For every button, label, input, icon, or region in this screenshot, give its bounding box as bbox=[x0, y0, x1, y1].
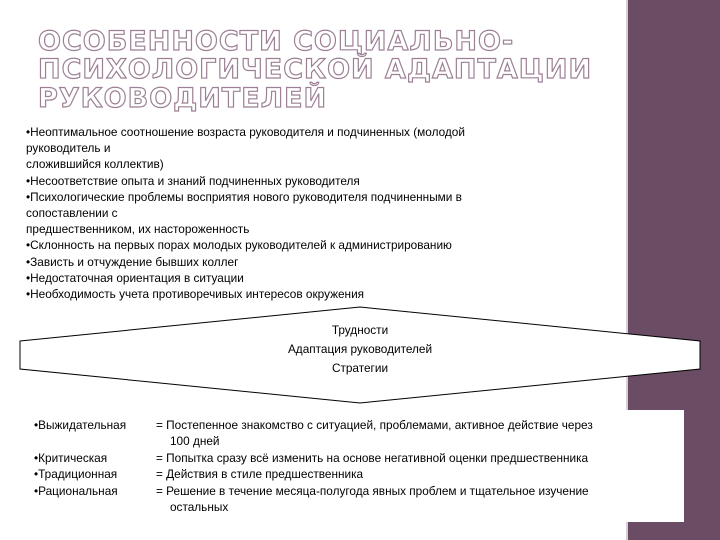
strategy-description: = Постепенное знакомство с ситуацией, проблемами, активное действие через bbox=[156, 418, 593, 432]
problem-line: •Недостаточная ориентация в ситуации bbox=[26, 270, 244, 285]
strategy-description: = Действия в стиле предшественника bbox=[156, 467, 364, 481]
strategies-table bbox=[26, 410, 684, 522]
problem-line: руководитель и bbox=[26, 141, 111, 156]
title-line-2: ПСИХОЛОГИЧЕСКОЙ АДАПТАЦИИ bbox=[38, 54, 593, 85]
problem-line: •Необходимость учета противоречивых интересов окружения bbox=[26, 287, 365, 302]
difficulties-label: Трудности bbox=[331, 323, 389, 337]
slide-title bbox=[0, 0, 620, 120]
strategy-description: = Попытка сразу всё изменить на основе негативной оценки предшественника bbox=[156, 451, 589, 465]
problem-line: •Склонность на первых порах молодых руководителей к администрированию bbox=[26, 238, 452, 253]
strategies-label: Стратегии bbox=[331, 361, 389, 375]
strategy-name: •Рациональная bbox=[34, 484, 118, 498]
adaptation-label: Адаптация руководителей bbox=[287, 342, 433, 356]
strategy-description-cont: 100 дней bbox=[170, 434, 220, 448]
problem-line: •Неоптимальное соотношение возраста руководителя и подчиненных (молодой bbox=[26, 125, 465, 139]
problem-line: •Несоответствие опыта и знаний подчиненных руководителя bbox=[26, 173, 360, 188]
strategy-name: •Традиционная bbox=[34, 467, 118, 481]
problems-list bbox=[26, 124, 566, 302]
strategy-description-cont: остальных bbox=[170, 500, 229, 514]
strategy-description: = Решение в течение месяца-полугода явных проблем и тщательное изучение bbox=[156, 484, 589, 498]
title-line-3: РУКОВОДИТЕЛЕЙ bbox=[38, 83, 328, 114]
title-line-1: ОСОБЕННОСТИ СОЦИАЛЬНО- bbox=[38, 26, 515, 57]
strategy-name: •Выжидательная bbox=[34, 418, 127, 432]
problem-line: сопоставлении с bbox=[26, 206, 118, 221]
problem-line: •Зависть и отчуждение бывших коллег bbox=[26, 254, 239, 269]
problem-line: сложившийся коллектив) bbox=[26, 157, 164, 172]
problem-line: •Психологические проблемы восприятия нового руководителя подчиненными в bbox=[26, 189, 462, 204]
strategy-name: •Критическая bbox=[34, 451, 108, 465]
problem-line: предшественником, их настороженность bbox=[26, 222, 250, 237]
